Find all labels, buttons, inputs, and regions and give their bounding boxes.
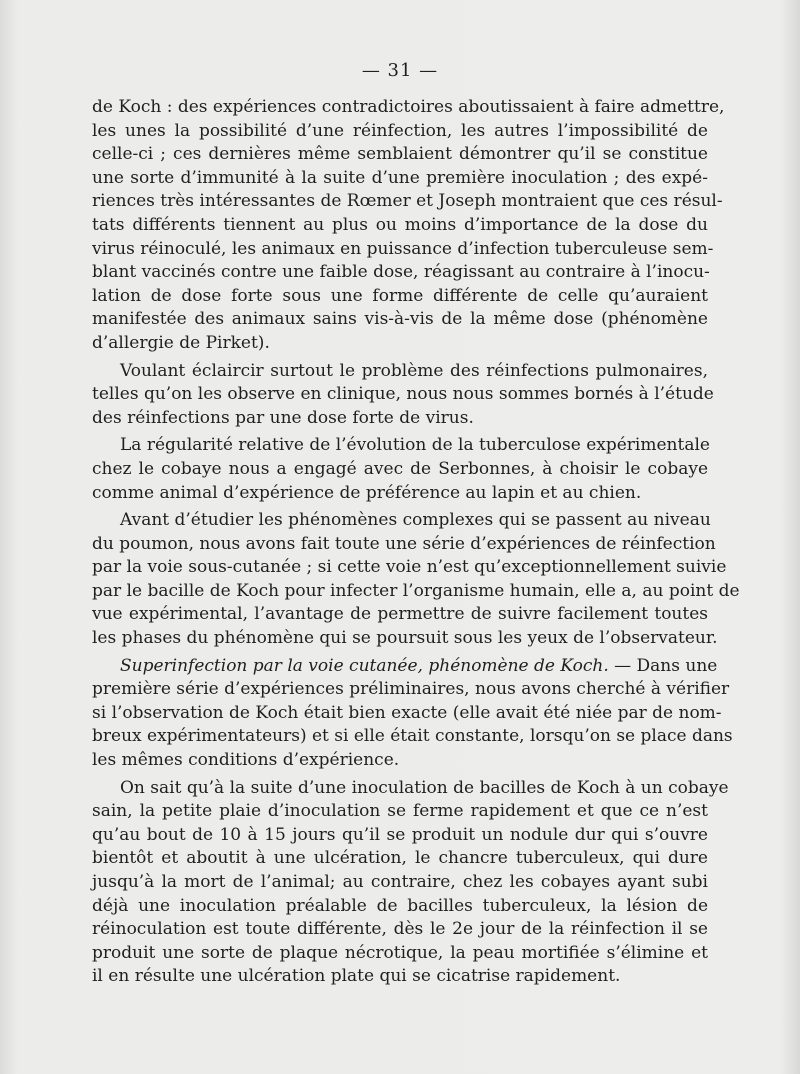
text-line: breux expérimentateurs) et si elle était constante, lorsqu’on se place dans [92, 726, 733, 747]
text-line [92, 655, 718, 679]
body-text [92, 96, 740, 993]
text-line: les unes la possibilité d’une réinfection, les autres l’impossibilité de [92, 120, 708, 141]
text-line: virus réinoculé, les animaux en puissance d’infection tuberculeuse sem- [92, 238, 714, 259]
text-line: bientôt et aboutit à une ulcération, le chancre tuberculeux, qui dure [92, 848, 708, 869]
text-line: par la voie sous-cutanée ; si cette voie n’est qu’exceptionnellement suivie [92, 557, 727, 578]
text-line: les mêmes conditions d’expérience. [92, 750, 400, 771]
text-line: Avant d’étudier les phénomènes complexes qui se passent au niveau [120, 510, 711, 531]
paragraph-6 [92, 777, 729, 989]
text-line: qu’au bout de 10 à 15 jours qu’il se produit un nodule dur qui s’ouvre [92, 824, 708, 845]
text-line: du poumon, nous avons fait toute une série d’expériences de réinfection [92, 533, 716, 554]
text-line: il en résulte une ulcération plate qui se cicatrise rapidement. [92, 966, 621, 987]
text-line: jusqu’à la mort de l’animal; au contraire, chez les cobayes ayant subi [92, 872, 708, 892]
text-line: sain, la petite plaie d’inoculation se ferme rapidement et que ce n’est [92, 801, 708, 822]
paragraph-4 [92, 509, 740, 651]
paragraph-1 [92, 96, 725, 356]
text-line: La régularité relative de l’évolution de la tuberculose expérimentale [120, 435, 710, 456]
text-line: les phases du phénomène qui se poursuit sous les yeux de l’observateur. [92, 628, 718, 649]
text-line: comme animal d’expérience de préférence au lapin et au chien. [92, 482, 642, 503]
text-line: d’allergie de Pirket). [92, 332, 270, 353]
text-line: celle-ci ; ces dernières même semblaient démontrer qu’il se constitue [92, 144, 708, 165]
text-line: Voulant éclaircir surtout le problème des réinfections pulmonaires, [120, 360, 708, 381]
section-heading: Superinfection par la voie cutanée, phénomène de Koch. [120, 655, 609, 676]
text-line: des réinfections par une dose forte de virus. [92, 407, 474, 428]
text-line: première série d’expériences préliminaires, nous avons cherché à vérifier [92, 679, 730, 700]
paragraph-5 [92, 655, 733, 773]
paragraph-3 [92, 434, 708, 505]
text-line: chez le cobaye nous a engagé avec de Serbonnes, à choisir le cobaye [92, 458, 708, 479]
paragraph-2 [92, 360, 714, 431]
heading-rest: — Dans une [608, 655, 718, 676]
text-line: par le bacille de Koch pour infecter l’organisme humain, elle a, au point de [92, 580, 740, 601]
text-line: vue expérimental, l’avantage de permettre de suivre facilement toutes [92, 604, 708, 625]
text-line: si l’observation de Koch était bien exacte (elle avait été niée par de nom- [92, 702, 722, 723]
text-line: telles qu’on les observe en clinique, nous nous sommes bornés à l’étude [92, 384, 714, 405]
text-line: lation de dose forte sous une forme différente de celle qu’auraient [92, 285, 708, 306]
text-line: déjà une inoculation préalable de bacilles tuberculeux, la lésion de [92, 895, 708, 916]
text-line: de Koch : des expériences contradictoires aboutissaient à faire admettre, [92, 97, 725, 117]
text-line: réinoculation est toute différente, dès le 2e jour de la réinfection il se [92, 919, 708, 940]
text-line: une sorte d’immunité à la suite d’une première inoculation ; des expé- [92, 167, 708, 188]
text-line: blant vaccinés contre une faible dose, réagissant au contraire à l’inocu- [92, 262, 710, 283]
page-number: — 31 — [361, 60, 439, 81]
text-line: produit une sorte de plaque nécrotique, la peau mortifiée s’élimine et [92, 942, 708, 963]
text-line: manifestée des animaux sains vis-à-vis de la même dose (phénomène [92, 309, 708, 330]
text-line: On sait qu’à la suite d’une inoculation de bacilles de Koch à un cobaye [120, 777, 729, 798]
text-line: tats différents tiennent au plus ou moins d’importance de la dose du [92, 214, 708, 235]
text-line: riences très intéressantes de Rœmer et Joseph montraient que ces résul- [92, 191, 723, 212]
